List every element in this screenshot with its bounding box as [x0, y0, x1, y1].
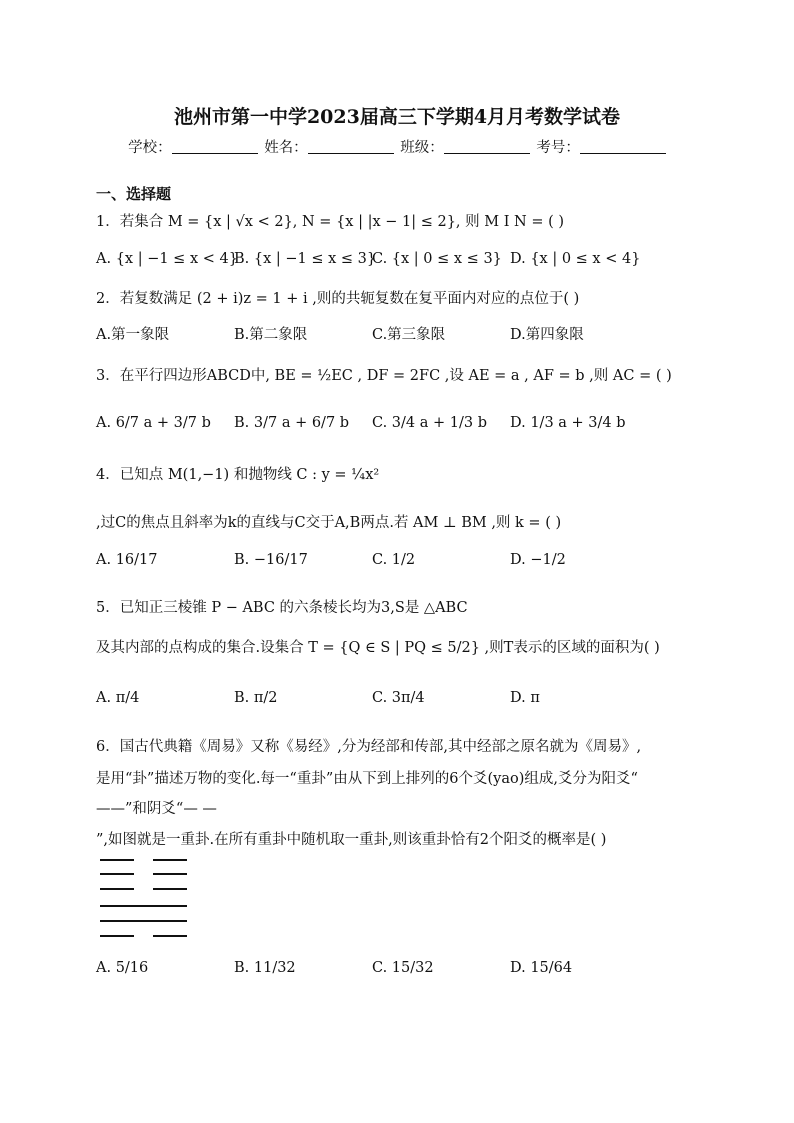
- q4-option-d: D. −1/2: [510, 552, 566, 568]
- yin-line-segment: [100, 873, 134, 875]
- name-blank[interactable]: [308, 139, 394, 154]
- question-6-stem-line2: 是用“卦”描述万物的变化.每一“重卦”由从下到上排列的6个爻(yao)组成,爻分为阳爻“: [96, 771, 638, 787]
- q4-option-c: C. 1/2: [372, 552, 416, 568]
- q2-option-b: B.第二象限: [234, 327, 308, 343]
- school-label: 学校：: [128, 140, 172, 156]
- question-3-stem: 3．在平行四边形ABCD中, BE = ½EC , DF = 2FC ,设 AE = a , AF = b ,则 AC = ( ): [96, 368, 672, 384]
- yin-line-segment: [100, 888, 134, 890]
- q4-option-a: A. 16/17: [96, 552, 158, 568]
- q1-option-c: C. {x | 0 ≤ x ≤ 3}: [372, 251, 502, 267]
- yin-line-segment: [153, 935, 187, 937]
- yang-line: [100, 905, 187, 907]
- q3-option-d: D. 1/3 a + 3/4 b: [510, 415, 626, 431]
- q3-option-b: B. 3/7 a + 6/7 b: [234, 415, 350, 431]
- question-6-stem-line1: 6．国古代典籍《周易》又称《易经》,分为经部和传部,其中经部之原名就为《周易》,: [96, 739, 642, 755]
- question-6-stem-line3: ——”和阴爻“— —: [96, 801, 217, 817]
- exam-no-label: 考号：: [536, 140, 580, 156]
- yin-line-segment: [153, 859, 187, 861]
- q6-option-a: A. 5/16: [96, 960, 149, 976]
- q6-option-c: C. 15/32: [372, 960, 434, 976]
- q3-option-a: A. 6/7 a + 3/7 b: [96, 415, 211, 431]
- student-info-line: [0, 136, 794, 157]
- question-4-stem: 4．已知点 M(1,−1) 和抛物线 C : y = ¼x²: [96, 467, 380, 483]
- yin-line-segment: [153, 873, 187, 875]
- q5-option-d: D. π: [510, 690, 540, 706]
- q5-option-c: C. 3π/4: [372, 690, 425, 706]
- page-title: 池州市第一中学2023届高三下学期4月月考数学试卷: [173, 106, 621, 128]
- question-5-stem-continued: 及其内部的点构成的集合.设集合 T = {Q ∈ S | PQ ≤ 5/2} ,则T表示的区域的面积为( ): [96, 640, 660, 656]
- school-blank[interactable]: [172, 139, 258, 154]
- q2-option-d: D.第四象限: [510, 327, 584, 343]
- question-6-stem-line4: ”,如图就是一重卦.在所有重卦中随机取一重卦,则该重卦恰有2个阳爻的概率是( ): [96, 832, 607, 848]
- question-2-stem: 2．若复数满足 (2 + i)z = 1 + i ,则的共轭复数在复平面内对应的点位于( ): [96, 291, 580, 307]
- q3-option-c: C. 3/4 a + 1/3 b: [372, 415, 487, 431]
- q6-option-b: B. 11/32: [234, 960, 296, 976]
- q5-option-b: B. π/2: [234, 690, 278, 706]
- question-4-stem-continued: ,过C的焦点且斜率为k的直线与C交于A,B两点.若 AM ⊥ BM ,则 k = ( ): [96, 515, 562, 531]
- name-label: 姓名：: [264, 140, 308, 156]
- question-5-stem: 5．已知正三棱锥 P − ABC 的六条棱长均为3,S是 △ABC: [96, 600, 468, 616]
- question-1-stem: 1．若集合 M = {x | √x < 2}, N = {x | |x − 1| ≤ 2}, 则 M I N = ( ): [96, 214, 565, 230]
- class-label: 班级：: [400, 140, 444, 156]
- yin-line-segment: [100, 859, 134, 861]
- q1-option-a: A. {x | −1 ≤ x < 4}: [96, 251, 238, 267]
- q1-option-d: D. {x | 0 ≤ x < 4}: [510, 251, 641, 267]
- yin-line-segment: [100, 935, 134, 937]
- yang-line: [100, 920, 187, 922]
- yin-line-segment: [153, 888, 187, 890]
- exam-no-blank[interactable]: [580, 139, 666, 154]
- q2-option-c: C.第三象限: [372, 327, 446, 343]
- q5-option-a: A. π/4: [96, 690, 140, 706]
- q4-option-b: B. −16/17: [234, 552, 308, 568]
- class-blank[interactable]: [444, 139, 530, 154]
- q2-option-a: A.第一象限: [96, 327, 170, 343]
- section-heading: 一、选择题: [96, 185, 172, 203]
- q6-option-d: D. 15/64: [510, 960, 573, 976]
- q1-option-b: B. {x | −1 ≤ x ≤ 3}: [234, 251, 377, 267]
